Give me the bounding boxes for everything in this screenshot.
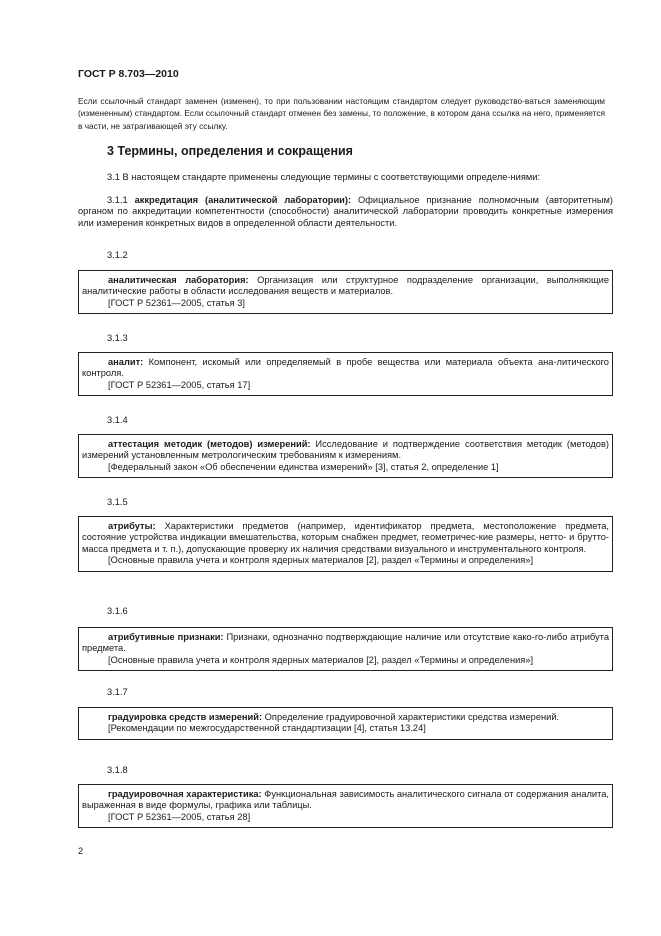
term-source: [ГОСТ Р 52361—2005, статья 17] [108, 379, 251, 390]
term-definition-line [82, 789, 609, 812]
term-definition-line [82, 357, 609, 380]
term-source: [ГОСТ Р 52361—2005, статья 28] [108, 811, 251, 822]
term-name: атрибутивные признаки: [108, 632, 224, 642]
term-source: [Основные правила учета и контроля ядерных материалов [2], раздел «Термины и определения»] [108, 654, 534, 665]
term-definition-line [82, 275, 609, 298]
section-title: 3 Термины, определения и сокращения [107, 144, 353, 158]
term-definition: Официальное признание полномочным (авторитетным) органом по аккредитации компетентности (способности) аналитической лаборатории проводить конкретные измерения или измерения конкретных видов в определенной области деятельности. [78, 195, 614, 228]
term-box [78, 352, 613, 396]
term-number: 3.1.7 [107, 687, 128, 697]
term-box [78, 627, 613, 671]
term-definition: Исследование и подтверждение соответствия методик (методов) измерений установленным метрологическим требованиям к измерениям. [82, 439, 609, 461]
term-number: 3.1.6 [107, 606, 128, 616]
clause-number: 3.1.1 [107, 195, 128, 205]
term-definition: Организация или структурное подразделение организации, выполняющие аналитические работы в области исследования веществ и материалов. [82, 275, 610, 297]
clause-3-1-1 [78, 195, 613, 229]
page-number: 2 [78, 846, 84, 856]
term-definition-line [82, 439, 609, 462]
term-definition: Характеристики предметов (например, идентификатор предмета, местоположение предмета, состояние устройства индикации вмешательства, которым снабжен предмет, геометричес-кие размеры, нетто- и брутто-масса предмета и т. п.), допускающие проверку их наличия средствами визуального и инструментального контроля. [82, 521, 609, 554]
term-definition: Признаки, однозначно подтверждающие наличие или отсутствие како-го-либо атрибута предмета. [82, 632, 609, 654]
term-definition-line [82, 712, 609, 723]
term-box [78, 516, 613, 572]
term-name: аналит: [108, 357, 144, 367]
term-number: 3.1.4 [107, 415, 128, 425]
term-number: 3.1.8 [107, 765, 128, 775]
term-number: 3.1.3 [107, 333, 128, 343]
term-definition-line [82, 632, 609, 655]
intro-paragraph: Если ссылочный стандарт заменен (изменен), то при пользовании настоящим стандартом следует руководство-ваться заменяющим (измененным) стандартом. Если ссылочный стандарт отменен без замены, то положение, в котором дана ссылка на него, применяется в части, не затрагивающей эту ссылку. [78, 96, 605, 131]
document-header: ГОСТ Р 8.703—2010 [78, 68, 179, 80]
term-name: аккредитация (аналитической лаборатории): [134, 195, 352, 205]
term-name: градуировка средств измерений: [108, 712, 263, 722]
term-source: [Рекомендации по межгосударственной стандартизации [4], статья 13.24] [108, 723, 426, 734]
term-box [78, 707, 613, 740]
term-name: градуировочная характеристика: [108, 789, 262, 799]
clause-3-1: 3.1 В настоящем стандарте применены следующие термины с соответствующими определе-ниями: [107, 172, 541, 182]
term-name: аналитическая лаборатория: [108, 275, 249, 285]
term-source: [Федеральный закон «Об обеспечении единства измерений» [3], статья 2, определение 1] [108, 461, 499, 472]
term-number: 3.1.2 [107, 250, 128, 260]
term-box [78, 434, 613, 478]
term-box [78, 784, 613, 828]
term-definition: Функциональная зависимость аналитического сигнала от содержания аналита, выраженная в виде формулы, графика или таблицы. [82, 789, 610, 811]
term-name: атрибуты: [108, 521, 156, 531]
term-box [78, 270, 613, 314]
term-definition: Определение градуировочной характеристики средства измерений. [264, 712, 560, 722]
term-source: [Основные правила учета и контроля ядерных материалов [2], раздел «Термины и определения»] [108, 555, 534, 566]
term-name: аттестация методик (методов) измерений: [108, 439, 311, 449]
term-definition-line [82, 521, 609, 555]
term-source: [ГОСТ Р 52361—2005, статья 3] [108, 297, 246, 308]
term-number: 3.1.5 [107, 497, 128, 507]
term-definition: Компонент, искомый или определяемый в пробе вещества или материала объекта ана-литического контроля. [82, 357, 609, 379]
